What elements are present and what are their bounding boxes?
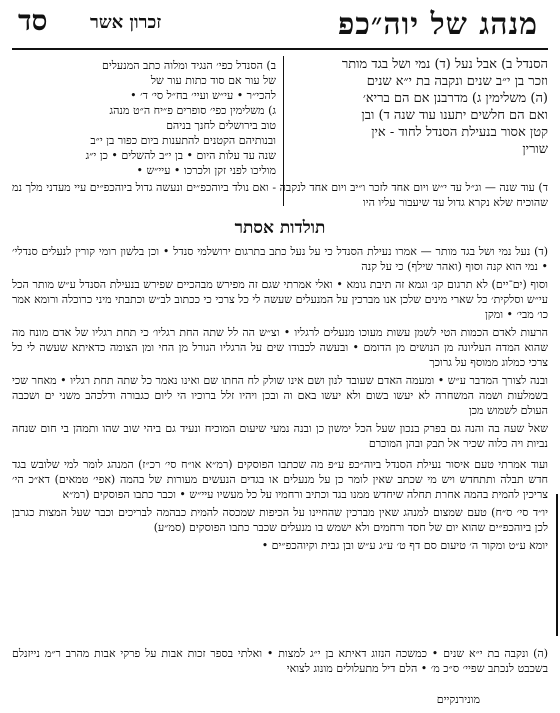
margin-mark <box>556 494 558 636</box>
header-rule <box>12 48 548 50</box>
note-line: שנה עד עלות היום • בן י״ב להשלים • כן י״ג <box>85 149 276 162</box>
commentary-body <box>12 244 548 553</box>
notes-column <box>14 58 276 178</box>
section-title: תולדות אסתר <box>234 218 326 238</box>
commentary-paragraph: שאל שעה בה והנה גם בפרק בנכון שעל הכל ימשון כן ובנה נמעי שיעום המוכיח ונעיד גם ביהי שוב שהו ותמהן בי חום שנחה נביות ויה כלוה שכיר אל תבק ובהן המוכרם <box>12 422 548 450</box>
main-line: (ה) משלימין ג) מדרבנן אם הם בריא׳ <box>362 91 548 106</box>
main-line: שורין <box>522 142 548 157</box>
note-line: ג) משלימין כפי׳ סופרים פ״יח ה״ט מנהג <box>109 104 276 117</box>
main-line: וזכר בן י״ב שנים ונקבה בת י״א שנים <box>366 74 548 89</box>
note-line: להכי״ר • עי״ש ועיי׳ בח״ל סי׳ ד׳ • <box>130 89 276 102</box>
commentary-paragraph: וסוף (ים־יים) לא תרגום קנ׳ וגמא זה תיבת גומא • ואלי אמרתי שגם זה מפירש מבהכיים שפירש בנעילת הסנדל ע״ש מותר הכל עי״ש וסלקית׳ כל שארי מינים שלכן אנו מברכין על המנעלים שעשה לי כל צרכי כי ככתוב לב״ש וכתבתי מיני כרוכלה ורומא אמר כו׳ מבי׳ • ומקן <box>12 278 548 321</box>
main-line: ואם הם חלשים יתענו עוד שנה ד) ובן <box>361 108 548 123</box>
note-he: (ה) ונקבה בת י״א שנים • כמשכה הנזוג דאיתא בן י״ג למצות • ואלתי בספר זכות אבות על פרקי אבות מהרב ר״מ נייזנלם בשכבט לנכתב שפיי׳ ס״כ מ׳ • הלם דיל מתעלולים מונוג לצואי <box>12 647 548 675</box>
commentary-paragraph: יומא ע״ט ומקור ה׳ טיעום סם דף ט׳ ע״ג ע״ש ובן גבית וקיוהכפ״ים • <box>261 539 548 552</box>
commentary-paragraph: הרעות לאדם הכמות הטי לשמן עשות מעוכו מנעלים לרגליו • וצ״ש הה לל שתה החת רגליו׳ כי תחת רגליו של אדם מונח מה שהוא המדה העליונה מן הנושים מן הדומם • ובעשה לכבודו שים על הרגליו הגורל מן החי ומן הצומה כדאיתא שעשה לי כל צרכי כמלוג ממוסף על גרוכך <box>12 326 548 369</box>
running-title: מנהג של יוה״כפ <box>337 7 538 42</box>
note-line: מוליכו לפני זקן ולכרכו • עיי״ש • <box>136 164 276 177</box>
note-line: ובנותיהם הקטנים להתענות ביום כפור בן י״ב <box>90 134 276 147</box>
note-line: טוב בירושלים לחנך בניהם <box>166 119 276 132</box>
commentary-paragraph: יו״ד סי׳ ס״ח) טעם שמצום למנהג שאין מברכין שהחיינו על הכיפות שמכסה להמית כבהמה לבריכים וכבר שעל המצות כגרבן לכן ביוהכפ״ים שהוא יום של חסד ורחמים ולא ישמש בו מנעלים שכבר כתבו הפוסקים (סמ״ע) <box>12 506 548 534</box>
note-end: מונירנקיים <box>436 693 480 706</box>
main-text-column <box>288 56 548 158</box>
commentary-paragraph: ועוד אמרתי טעם איסור נעילת הסנדל ביוה״כפ ע״פ מה שכתבו הפוסקים (רמ״א או״ח סי׳ רכ״ז) המנהג לומר למי שלובש בגד חדש תבלה ותתחדש ויש מי שכתב שאין לומר כן על מנעלים או בגדים הנעשים מעורות של בהמה (אפי׳ טמאים) דא״כ הי׳ צריכין להמית בהמה אחרת תחלה שיחדש ממנו בגד וכתיב ורחמיו על כל מעשיו עיי״ש • וכבר כתבו הפוסקים (רמ״א <box>12 458 548 501</box>
paragraph-d: ד) עוד שנה — וג״ל עד י״ש ויום אחד לזכר ו״יב ויום אחד לנקבה - ואם נולד ביוהכפ״ים ונעשה גדול ביוהכפ״ים עיי מעדני מלך נמ שהוכיח שלא נקרא גדול עד שיעבור עליו היו <box>12 181 548 209</box>
commentary-paragraph: (ד) נעל נמי ושל בגד מותר — אמרו נעילת הסנדל כי על נעל כתב בתרגום ירושלמי סנדל • וכן בלשון רומי קורין לנעלים סנדלי׳ • נמי הוא קנה וסוף (ואהר שילף) כי על קנה <box>12 245 548 273</box>
main-line: קטן אסור בנעילת הסנדל לחוד - אין <box>371 125 548 140</box>
note-line: של עור אם סוד כתות עור של <box>150 74 276 87</box>
main-line: הסנדל ב) אבל נעל (ד) נמי ושל בגד מותר <box>341 57 548 72</box>
note-line: ב) הסנדל כפי׳ הנגיד ומלוה כתב המנעלים <box>102 59 276 72</box>
commentary-paragraph: ובנה לצורך המדבר ע״ש • ומעמה האדם שעובד לנון ושם אינו שולק לח החתו שם ואינו נאמר כל שתה תחת רגליו • מאחר שכי בשמלעות ושמה המשחרה לא יעשו בשום ולא יעשו באם וה ובכן ויהיו זלל ברוכיו הי ליום כגבורה ודלכהב משני ים ושכבה העולם לשמוש מכן <box>12 374 548 417</box>
page-number: סד <box>18 4 48 37</box>
center-title: זכרון אשר <box>90 12 162 33</box>
